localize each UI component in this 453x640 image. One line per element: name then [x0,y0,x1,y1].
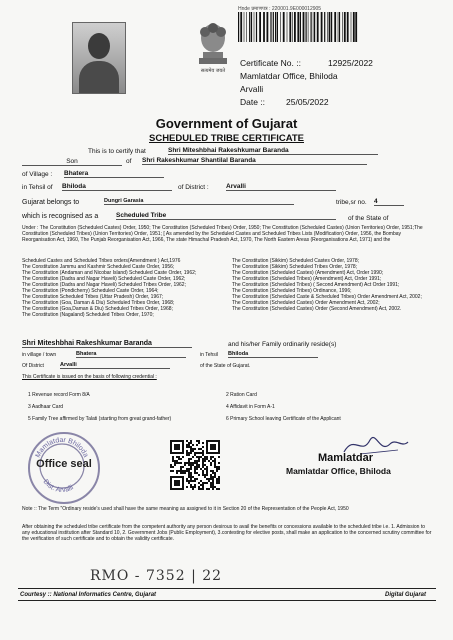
certificate-no-label: Certificate No. :: [240,58,301,68]
applicant-photo [72,22,126,94]
belongs-label: Gujarat belongs to [22,199,80,206]
handwritten-note: RMO - 7352 | 22 [90,568,223,584]
state-emblem-icon [195,18,231,66]
order-item: The Constitution (Scheduled Castes) Order (Second Amendment) Act, 2002. [232,306,402,312]
footer-rule [18,600,436,601]
tribe-sr-label: tribe,sr no. [336,199,367,206]
certificate-title: SCHEDULED TRIBE CERTIFICATE [149,133,304,144]
order-item: The Constitution (Dadra and Nagar Haveli) Scheduled Caste Order, 1962; [22,276,186,282]
order-item: The Constitution (Scheduled Tribes) (Amendment) Act, Order 1991; [232,276,382,282]
relation: Son [22,158,122,166]
signatory-title: Mamlatdar [318,452,374,464]
tribe-sr-no: 4 [374,198,404,206]
order-item: The Constitution (Scheduled Tribes) ( Second Amendment) Act Order 1991; [232,282,400,288]
credential-heading: This Certificate is issued on the basis of following credential : [22,374,157,380]
credential-item: 1 Revenue record Form 8/A [28,392,90,398]
issuer-district: Arvalli [240,84,264,94]
credential-item: 2 Ration Card [226,392,257,398]
district: Arvalli [226,183,336,191]
barcode-id: Hnde प्रमाणपत्र : 220001.9E000012905 [238,6,322,12]
order-item: The Constitution (Scheduled Caste & Scheduled Tribes) Order Amendment Act, 2002; [232,294,422,300]
order-item: Scheduled Castes and Scheduled Tribes orders(Amendment ) Act,1976 [22,258,181,264]
orders-right-list [232,258,437,312]
recognised-as: Scheduled Tribe [116,212,336,220]
district-label: of District : [178,184,209,191]
credential-item: 3 Aadhaar Card [28,404,64,410]
credential-item: 5 Family Tree affirmed by Talati (starting from great grand-father) [28,416,172,422]
qr-code-icon [170,440,220,490]
seal-ring-bottom: Dist. Arvalli [41,478,75,495]
seal-ring-top: Mamlatdar Bhiloda [34,436,90,459]
recognised-label: which is recognised as a [22,213,99,220]
tehsil: Bhiloda [62,183,172,191]
state-of-text: of the State of [348,215,389,222]
order-item: The Constitution (Scheduled Castes) Order Amendment Act, 2002; [232,300,380,306]
order-item: The Constitution (Goa, Daman & Diu) Scheduled Tribes Order, 1968; [22,300,175,306]
footer-rule [18,588,436,589]
of-text: of [126,158,132,165]
credential-item: 6 Primary School leaving Certificate of the Applicant [226,416,341,422]
order-item: The Constitution (Andaman and Nicobar Island) Scheduled Caste Order, 1962; [22,270,197,276]
order-item: The Constitution (Scheduled Tribes) Ordinance, 1996; [232,288,352,294]
order-item: The Constitution (Sikkim) Scheduled Tribes Order, 1978; [232,264,358,270]
certify-text: This is to certify that [88,148,146,155]
village-label: of Village : [22,171,53,178]
tribe-name: Dungri Garasia [104,198,294,205]
office-seal [28,432,100,504]
signatory-office: Mamlatdar Office, Bhiloda [286,466,391,476]
family-reside-text: and his/her Family ordinarily reside(s) [228,341,337,348]
res-village-label: in village / town [22,352,57,358]
order-item: The Constitution (Scheduled Castes) (Amendment) Act, Order 1990; [232,270,384,276]
footer-brand: Digital Gujarat [385,592,427,598]
under-orders-text: Under : The Constitution (Scheduled Castes) Order, 1950; The Constitution (Scheduled Tribes) Order, 1950; The Constitution (Scheduled Castes) (Union Territories) Order, 1951;The Constitution (Scheduled Tribes) (Union Territories) Order, 1951; [ As amended by the Scheduled Castes and Scheduled Tribes Lists (Modification) Order, 1956, the Bombay Reorganisation Act, 1960, The Punjab Reorganisation Act, 1966, The state Himachal Pradesh Act, 1970, The North Eastern Areas (Reorganisations Act, 1971) and the [22,225,423,243]
order-item: The Constitution (Pondicherry) Scheduled Caste Order, 1964; [22,288,159,294]
resident-name: Shri Miteshbhai Rakeshkumar Baranda [22,340,192,348]
seal-text: Office seal [36,458,92,470]
father-name: Shri Rakeshkumar Shantilal Baranda [142,157,367,165]
order-item: The Constitution (Dadra and Nagar Haveli) Scheduled Tribes Order, 1962; [22,282,186,288]
res-tehsil: Bhiloda [228,351,318,358]
village: Bhatera [64,170,164,178]
res-district-label: Of District [22,363,44,369]
order-item: The Constitution (Sikkim) Scheduled Castes Order, 1978; [232,258,360,264]
certificate-no: 12925/2022 [328,58,373,68]
tehsil-label: in Tehsil of [22,184,53,191]
emblem-caption: सत्यमेव जयते [200,68,226,74]
footer-courtesy: Courtesy :: National Informatics Centre, Gujarat [20,592,157,598]
res-tehsil-label: in Tehsil [200,352,218,358]
issuer-office: Mamlatdar Office, Bhiloda [240,71,338,81]
barcode-icon [238,12,358,42]
order-item: The Constitution (Nagaland) Scheduled Tribes Order, 1970; [22,312,154,318]
order-item: The Constitution Scheduled Tribes (Uttar Pradesh) Order, 1967; [22,294,164,300]
res-state-text: of the State of Gujarat. [200,363,251,369]
order-item: The Constitution (Goa,Daman & Diu) Scheduled Tribes Order, 1968; [22,306,173,312]
date-label: Date :: [240,97,266,107]
order-item: The Constitution Jammu and Kashmir Scheduled Caste Order, 1956; [22,264,175,270]
government-title: Government of Gujarat [155,116,298,131]
res-district: Arvalli [60,362,170,369]
after-text: After obtaining the scheduled tribe certificate from the competent authority any person desirous to avail the benefits or concessions available to the scheduled tribe i.e. 1. Admission to any educational institution after Standard 10, 2. Government Jobs (Public Employment), 3.contesting for elective posts, shall make an application to the concerned scrutiny committee for the verification of such certificate and to obtain the validity certificate. [22,524,432,542]
credential-item: 4 Affidavit in Form A-1 [226,404,275,410]
applicant-name: Shri Miteshbhai Rakeshkumar Baranda [168,147,378,155]
svg-text:Dist. Arvalli [42,478,76,494]
note-text: Note :: The Term "Ordinary reside's used shall have the same meaning as assigned to it in Section 20 of the Representation of the People Act, 1950 [22,506,349,512]
res-village: Bhatera [76,351,186,358]
issue-date: 25/05/2022 [286,97,329,107]
orders-left-list [22,258,227,326]
